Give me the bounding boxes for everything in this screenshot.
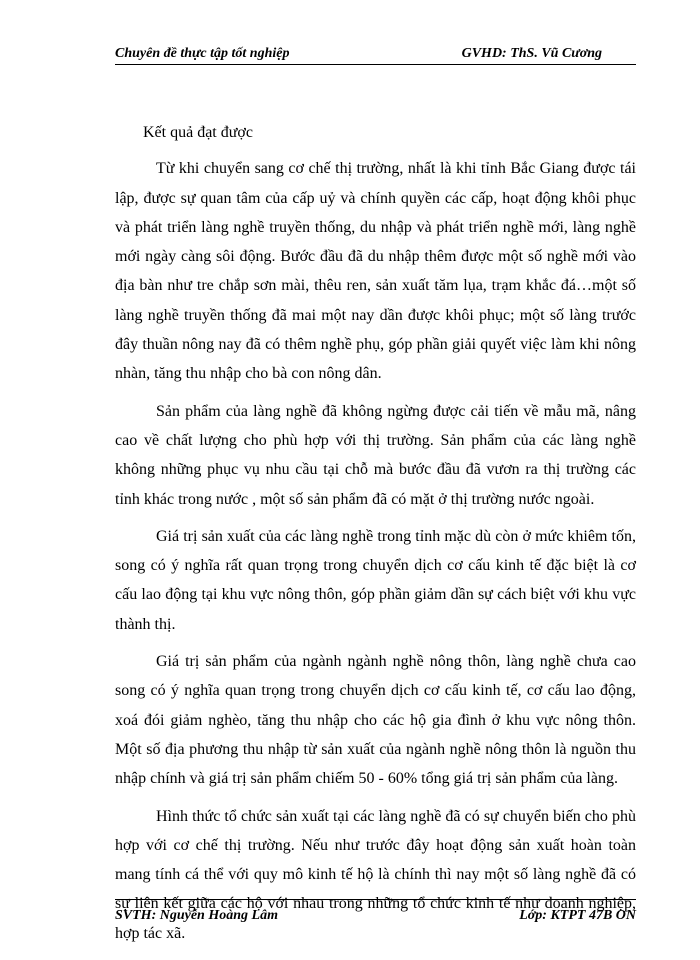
- header-supervisor: GVHD: ThS. Vũ Cương: [461, 46, 602, 61]
- page-header: [115, 44, 636, 65]
- paragraph-2: Sản phẩm của làng nghề đã không ngừng được cải tiến về mẫu mã, nâng cao về chất lượng cho phù hợp với thị trường. Sản phẩm của các làng nghề không những phục vụ nhu cầu tại chỗ mà bước đầu đã vươn ra thị trường các tỉnh khác trong nước , một số sản phẩm đã có mặt ở thị trường nước ngoài.: [115, 402, 636, 508]
- section-heading: Kết quả đạt được: [143, 124, 253, 141]
- header-document-title: Chuyên đề thực tập tốt nghiệp: [115, 46, 290, 61]
- footer-class: Lớp: KTPT 47B ON: [519, 908, 636, 923]
- paragraph-1: Từ khi chuyển sang cơ chế thị trường, nhất là khi tỉnh Bắc Giang được tái lập, được sự quan tâm của cấp uỷ và chính quyền các cấp, hoạt động khôi phục và phát triển làng nghề truyền thống, du nhập và phát triển nghề mới, làng nghề mới ngày càng sôi động. Bước đầu đã du nhập thêm được một số nghề mới vào địa bàn như tre chắp sơn mài, thêu ren, sản xuất tăm lụa, trạm khắc đá…một số làng nghề truyền thống đã mai một nay dần được khôi phục; một số làng trước đây thuần nông nay đã có thêm nghề phụ, góp phần giải quyết việc làm khi nông nhàn, tăng thu nhập cho bà con nông dân.: [115, 160, 636, 383]
- paragraph-3: Giá trị sản xuất của các làng nghề trong tỉnh mặc dù còn ở mức khiêm tốn, song có ý nghĩa rất quan trọng trong chuyển dịch cơ cấu kinh tế đặc biệt là cơ cấu lao động tại khu vực nông thôn, góp phần giảm dần sự cách biệt với khu vực thành thị.: [115, 527, 636, 633]
- page-footer: [115, 899, 636, 930]
- paragraph-4: Giá trị sản phẩm của ngành ngành nghề nông thôn, làng nghề chưa cao song có ý nghĩa quan trọng trong chuyển dịch cơ cấu kinh tế, cơ cấu lao động, xoá đói giảm nghèo, tăng thu nhập cho các hộ gia đình ở khu vực nông thôn. Một số địa phương thu nhập từ sản xuất của ngành nghề nông thôn là nguồn thu nhập chính và giá trị sản phẩm chiếm 50 - 60% tổng giá trị sản phẩm của làng.: [115, 653, 636, 788]
- footer-student: SVTH: Nguyễn Hoàng Lâm: [115, 908, 278, 923]
- document-body: [115, 118, 636, 956]
- paragraph-5: Hình thức tổ chức sản xuất tại các làng nghề đã có sự chuyển biến cho phù hợp với cơ chế thị trường. Nếu như trước đây hoạt động sản xuất hoàn toàn mang tính cá thể với quy mô kinh tế hộ là chính thì nay một số làng nghề đã có sự liên kết giữa các hộ với nhau trong những tổ chức kinh tế như doanh nghiệp, hợp tác xã.: [115, 807, 636, 942]
